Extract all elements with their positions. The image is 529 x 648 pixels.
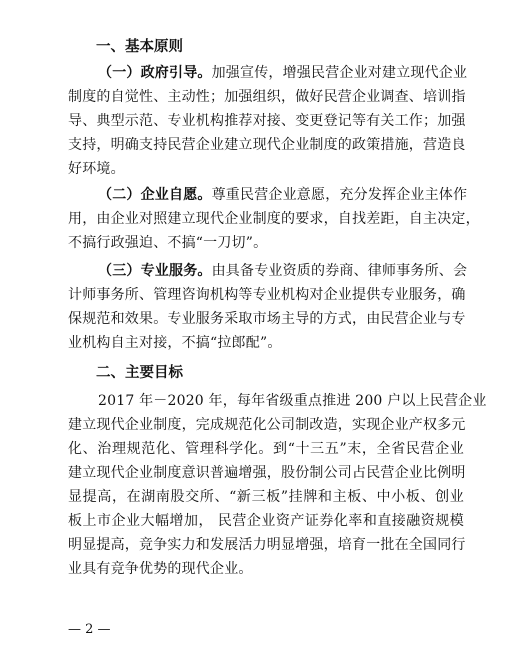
paragraph-government-guidance-line-1 [98,64,468,82]
paragraph-line: 2017 年－2020 年，每年省级重点推进 200 户以上民营企业 [98,393,487,409]
paragraph-line: 支持，明确支持民营企业建立现代企业制度的政策措施，营造良 [68,137,466,153]
paragraph-professional-service-line-1 [98,262,468,280]
paragraph-line: 不搞行政强迫、不搞“一刀切”。 [68,235,268,251]
paragraph-label: （三）专业服务。 [98,263,212,279]
paragraph-line: 导、典型示范、专业机构推荐对接、变更登记等有关工作；加强 [68,113,466,129]
paragraph-line: 制度的自觉性、主动性；加强组织，做好民营企业调查、培训指 [68,89,466,105]
paragraph-line: 化、治理规范化、管理科学化。到“十三五”末，全省民营企业 [68,441,464,457]
paragraph-line: 保规范和效果。专业服务采取市场主导的方式，由民营企业与专 [68,311,466,327]
paragraph-line: 建立现代企业制度，完成规范化公司制改造，实现企业产权多元 [68,417,466,433]
paragraph-enterprise-voluntary-line-1 [98,186,468,204]
paragraph-line: 建立现代企业制度意识普遍增强，股份制公司占民营企业比例明 [68,465,466,481]
paragraph-line: 业具有竞争优势的现代企业。 [68,561,253,577]
paragraph-label: （二）企业自愿。 [98,187,212,203]
paragraph-line: 显提高，在湖南股交所、“新三板”挂牌和主板、中小板、创业 [68,489,464,505]
paragraph-line: 板上市企业大幅增加， 民营企业资产证券化率和直接融资规模 [68,513,464,529]
section-heading-main-goals: 二、主要目标 [96,365,183,381]
paragraph-line: 计师事务所、管理咨询机构等专业机构对企业提供专业服务，确 [68,287,466,303]
paragraph-text: 由具备专业资质的券商、律师事务所、会 [211,263,468,279]
paragraph-label: （一）政府引导。 [98,65,212,81]
paragraph-text: 加强宣传，增强民营企业对建立现代企业 [211,65,468,81]
paragraph-line: 业机构自主对接，不搞“拉郎配”。 [68,335,282,351]
section-heading-basic-principles: 一、基本原则 [96,39,183,55]
page-number: — 2 — [68,622,111,637]
paragraph-line: 明显提高，竞争实力和发展活力明显增强，培育一批在全国同行 [68,537,466,553]
paragraph-line: 用，由企业对照建立现代企业制度的要求，自找差距，自主决定， [68,211,480,227]
paragraph-line: 好环境。 [68,161,125,177]
paragraph-text: 尊重民营企业意愿，充分发挥企业主体作 [211,187,468,203]
